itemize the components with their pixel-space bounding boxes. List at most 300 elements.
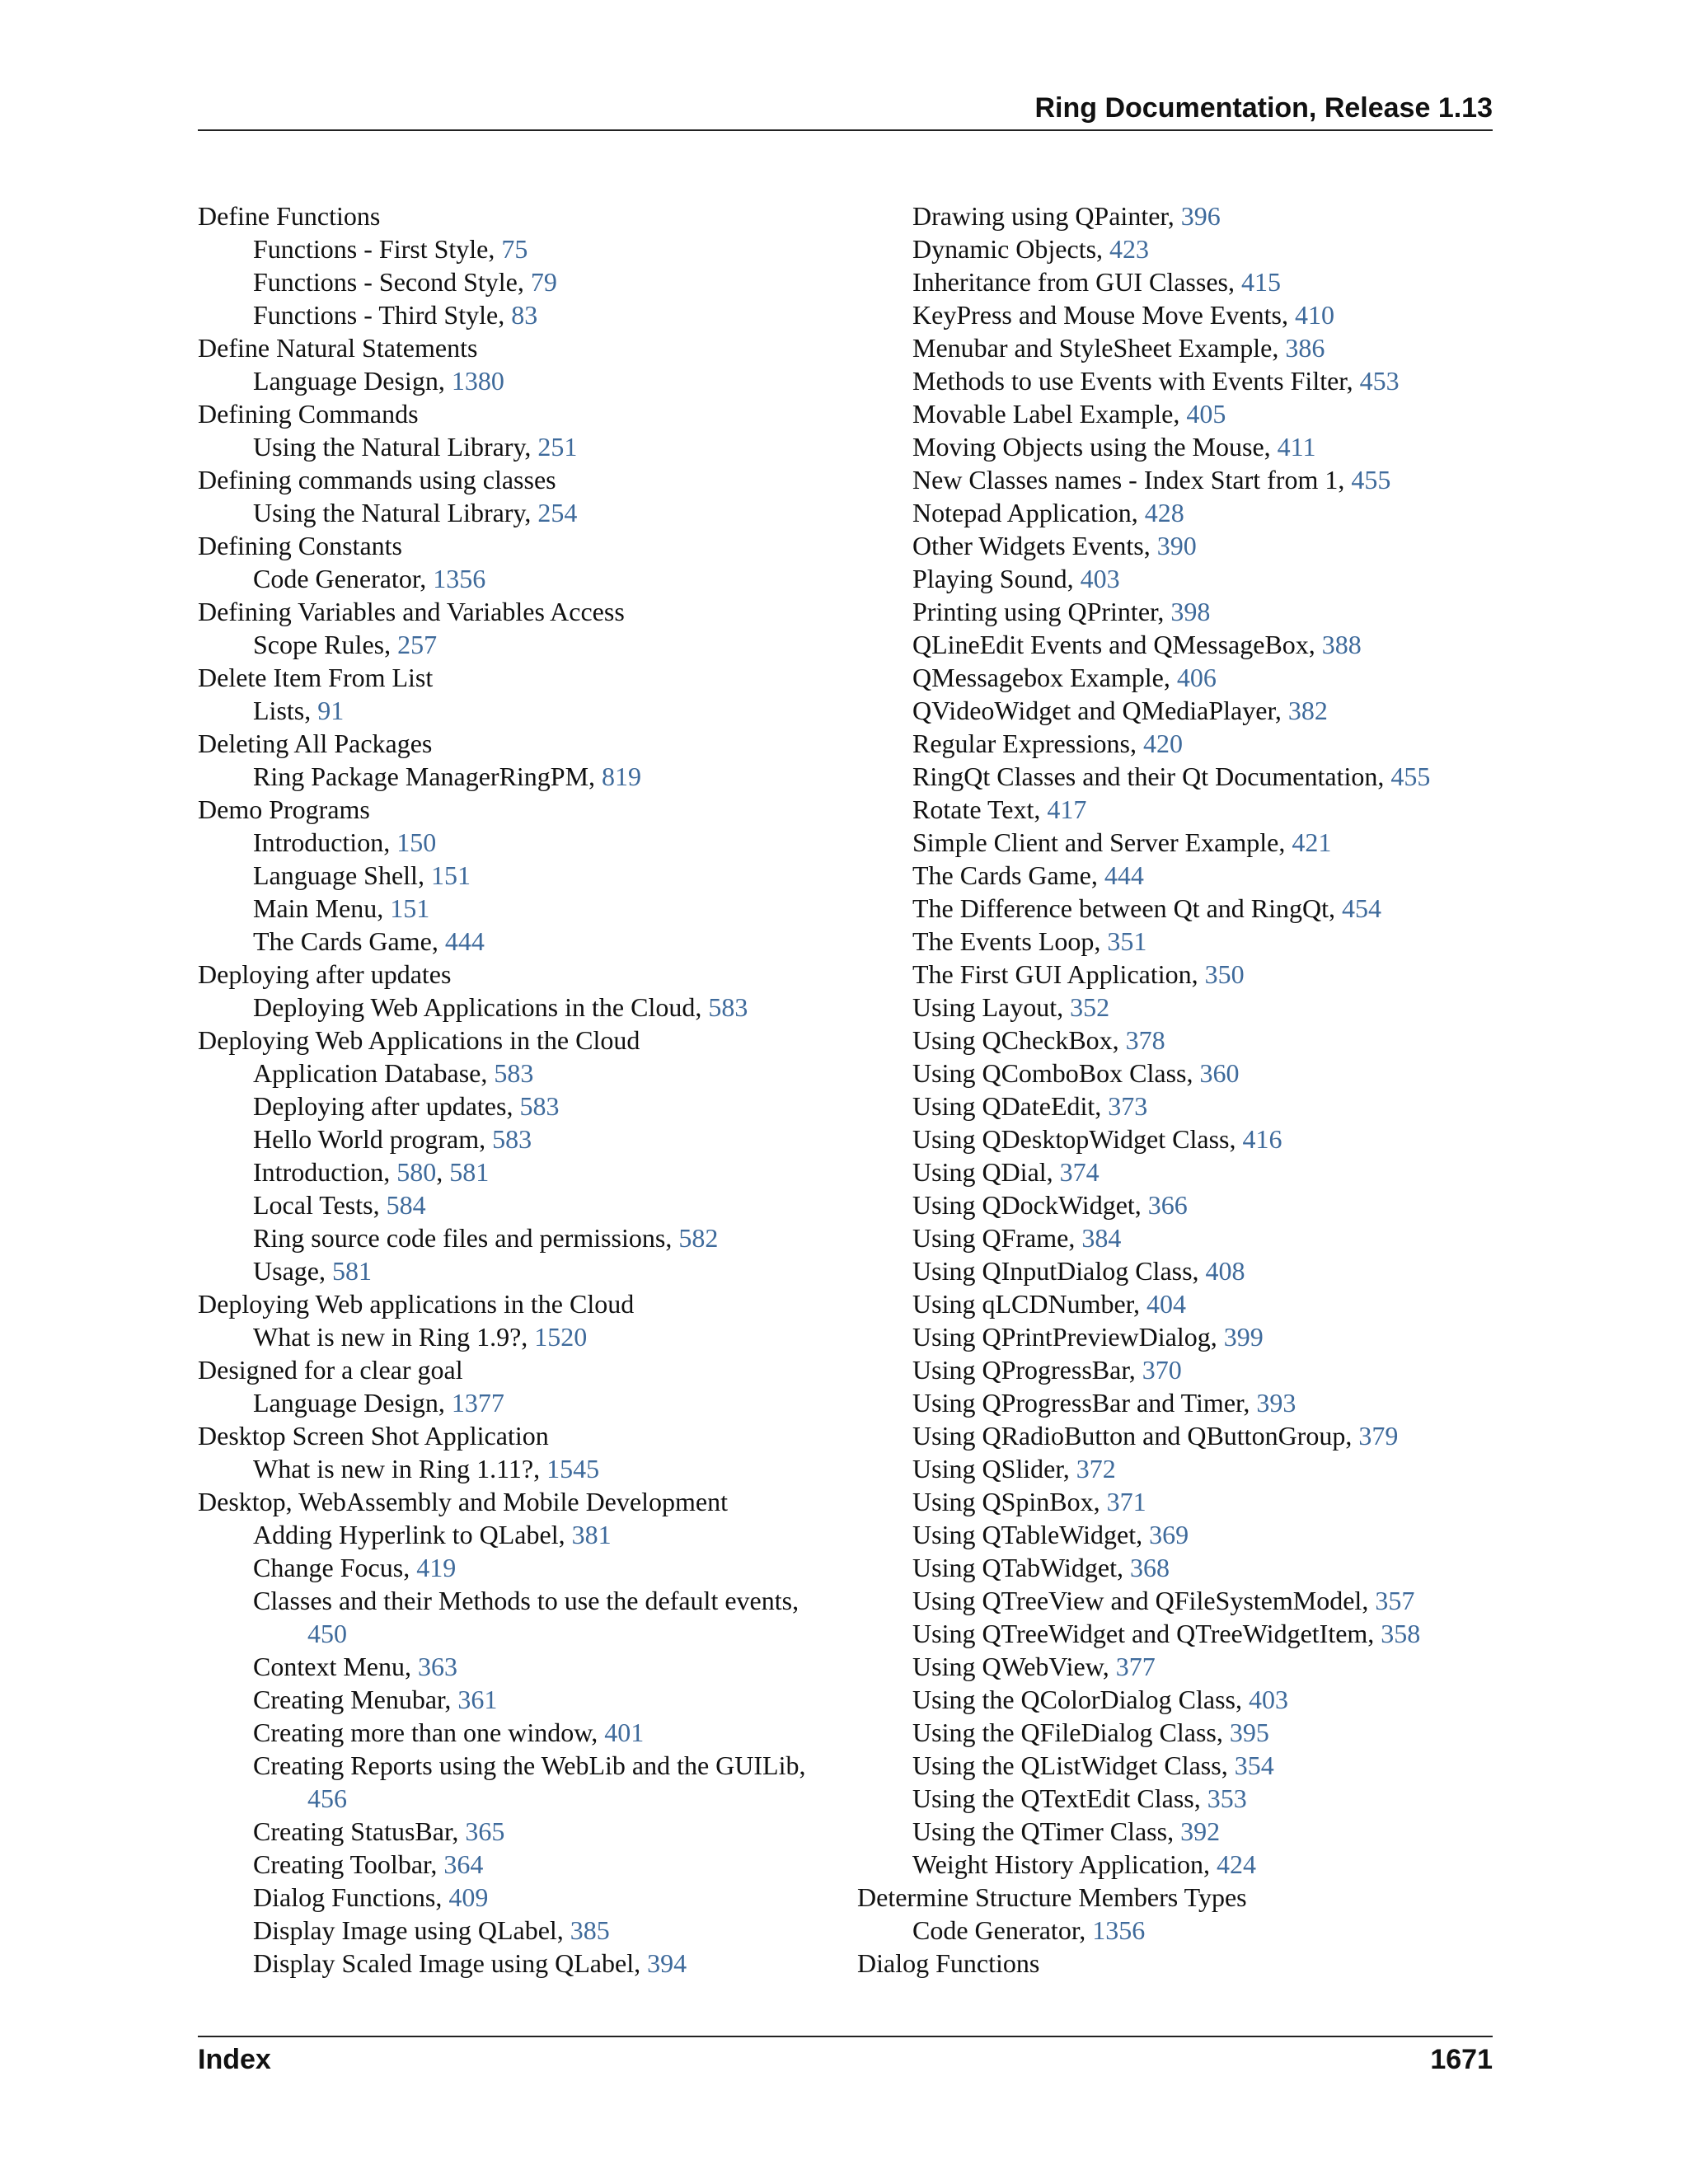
index-entry-text: Functions - Third Style,	[253, 300, 512, 330]
index-subterm	[857, 1287, 1500, 1320]
index-subterm	[198, 298, 841, 331]
index-entry-text: Menubar and StyleSheet Example,	[912, 333, 1286, 363]
index-entry-text: Introduction,	[253, 827, 397, 857]
index-subterm	[198, 694, 841, 727]
index-entry-text: Defining Constants	[198, 531, 402, 560]
index-entry-text: Using QDesktopWidget Class,	[912, 1124, 1243, 1154]
page-link[interactable]: 582	[678, 1223, 719, 1253]
page-link[interactable]: 83	[511, 300, 538, 330]
page-link[interactable]: 415	[1240, 267, 1281, 297]
index-entry-text: The First GUI Application,	[912, 959, 1205, 989]
page-link[interactable]: 365	[465, 1816, 505, 1846]
index-subterm	[857, 1815, 1500, 1848]
index-column-left	[198, 199, 841, 1980]
page-link[interactable]: 374	[1059, 1157, 1100, 1187]
index-term	[198, 595, 841, 628]
index-entry-text: Using QInputDialog Class,	[912, 1256, 1206, 1286]
index-entry-text: Using QTreeWidget and QTreeWidgetItem,	[912, 1619, 1381, 1648]
page-link[interactable]: 444	[1104, 860, 1144, 890]
page-link[interactable]: 390	[1156, 531, 1197, 560]
page-link[interactable]: 1356	[1092, 1915, 1146, 1945]
index-entry-text: Printing using QPrinter,	[912, 597, 1171, 626]
index-entry-text: Deleting All Packages	[198, 729, 433, 758]
index-subterm	[198, 1584, 841, 1650]
index-subterm	[857, 1254, 1500, 1287]
page-link[interactable]: 352	[1070, 992, 1110, 1022]
index-entry-text: Methods to use Events with Events Filter,	[912, 366, 1360, 396]
index-entry-text: Deploying after updates	[198, 959, 452, 989]
index-entry-text: Using the QTimer Class,	[912, 1816, 1181, 1846]
index-entry-text: Context Menu,	[253, 1652, 418, 1681]
page-link[interactable]: 363	[417, 1652, 457, 1681]
index-subterm	[857, 727, 1500, 760]
index-entry-text: Designed for a clear goal	[198, 1355, 463, 1385]
index-term	[198, 529, 841, 562]
page-link[interactable]: 423	[1109, 234, 1150, 264]
index-subterm	[198, 1386, 841, 1419]
index-subterm	[198, 1122, 841, 1155]
index-entry-text: Using the Natural Library,	[253, 498, 538, 527]
index-subterm	[198, 1650, 841, 1683]
index-subterm	[857, 1650, 1500, 1683]
page-link[interactable]: 384	[1081, 1223, 1122, 1253]
index-entry-text: Using QCheckBox,	[912, 1025, 1126, 1055]
page-link[interactable]: 819	[602, 762, 642, 791]
index-entry-text: Define Natural Statements	[198, 333, 478, 363]
index-entry-text: Using QWebView,	[912, 1652, 1116, 1681]
index-entry-text: Using QSlider,	[912, 1454, 1076, 1483]
page-link[interactable]: 408	[1205, 1256, 1245, 1286]
page-link[interactable]: 368	[1129, 1553, 1170, 1582]
index-subterm	[857, 430, 1500, 463]
index-entry-text: KeyPress and Mouse Move Events,	[912, 300, 1295, 330]
index-entry-text: Deploying after updates,	[253, 1091, 520, 1121]
page-link[interactable]: 584	[386, 1190, 426, 1220]
page-link[interactable]: 354	[1234, 1750, 1274, 1780]
index-entry-text: Using QTableWidget,	[912, 1520, 1150, 1549]
page-link[interactable]: 360	[1199, 1058, 1240, 1088]
index-subterm	[198, 991, 841, 1024]
index-subterm	[857, 1617, 1500, 1650]
page-link[interactable]: 580	[396, 1157, 437, 1187]
page-link[interactable]: 1520	[534, 1322, 588, 1352]
page-link[interactable]: 378	[1125, 1025, 1165, 1055]
index-entry-text: Using the QListWidget Class,	[912, 1750, 1235, 1780]
index-subterm	[857, 1683, 1500, 1716]
page-link[interactable]: 455	[1390, 762, 1431, 791]
index-subterm	[198, 562, 841, 595]
page-link[interactable]: 456	[307, 1783, 347, 1813]
index-entry-text: Display Scaled Image using QLabel,	[253, 1948, 648, 1978]
index-entry-text: Drawing using QPainter,	[912, 201, 1181, 231]
index-subterm	[198, 826, 841, 859]
index-subterm	[198, 1749, 841, 1815]
page-link[interactable]: 350	[1204, 959, 1245, 989]
index-subterm	[198, 430, 841, 463]
page-link[interactable]: 421	[1292, 827, 1332, 857]
index-entry-text: Code Generator,	[912, 1915, 1093, 1945]
index-subterm	[198, 1551, 841, 1584]
page-link[interactable]: 420	[1142, 729, 1183, 758]
index-column-right	[857, 199, 1500, 1980]
page-link[interactable]: 403	[1248, 1685, 1288, 1714]
index-term	[198, 793, 841, 826]
index-subterm	[857, 199, 1500, 232]
index-subterm	[198, 892, 841, 925]
page-link[interactable]: 351	[1107, 926, 1147, 956]
index-entry-text: Desktop, WebAssembly and Mobile Development	[198, 1487, 728, 1516]
index-entry-text: Hello World program,	[253, 1124, 493, 1154]
page-link[interactable]: 369	[1149, 1520, 1189, 1549]
index-entry-text: Lists,	[253, 696, 318, 725]
index-entry-text: Define Functions	[198, 201, 381, 231]
page-link[interactable]: 583	[494, 1058, 534, 1088]
page-link[interactable]: 394	[647, 1948, 687, 1978]
index-entry-text: Weight History Application,	[912, 1849, 1217, 1879]
page-link[interactable]: 151	[390, 893, 430, 923]
header-rule	[198, 129, 1493, 131]
index-subterm	[857, 496, 1500, 529]
index-subterm	[857, 1419, 1500, 1452]
page-link[interactable]: 406	[1176, 663, 1217, 692]
index-subterm	[198, 232, 841, 265]
index-term	[198, 1024, 841, 1057]
index-subterm	[857, 1090, 1500, 1122]
index-subterm	[857, 1716, 1500, 1749]
index-subterm	[198, 1881, 841, 1914]
index-entry-text: Deploying Web Applications in the Cloud,	[253, 992, 709, 1022]
page-link[interactable]: 381	[571, 1520, 612, 1549]
index-subterm	[198, 760, 841, 793]
page-link[interactable]: 583	[492, 1124, 532, 1154]
page-link[interactable]: 150	[396, 827, 437, 857]
page-link[interactable]: 372	[1076, 1454, 1116, 1483]
page-link[interactable]: 409	[448, 1882, 489, 1912]
index-entry-text: Functions - First Style,	[253, 234, 502, 264]
index-term	[198, 199, 841, 232]
index-subterm	[198, 1155, 841, 1188]
index-term	[198, 331, 841, 364]
index-entry-text: Introduction,	[253, 1157, 397, 1187]
footer-section-label: Index	[198, 2044, 271, 2075]
index-entry-text: Using QSpinBox,	[912, 1487, 1107, 1516]
page-link[interactable]: 428	[1144, 498, 1184, 527]
index-entry-text: Using QDial,	[912, 1157, 1060, 1187]
index-subterm	[857, 826, 1500, 859]
index-subterm	[198, 925, 841, 958]
index-entry-text: QVideoWidget and QMediaPlayer,	[912, 696, 1288, 725]
page-link[interactable]: 403	[1080, 564, 1120, 593]
index-subterm	[857, 1452, 1500, 1485]
index-subterm	[198, 496, 841, 529]
index-subterm	[857, 1122, 1500, 1155]
index-subterm	[198, 1914, 841, 1947]
index-subterm	[857, 958, 1500, 991]
index-subterm	[198, 628, 841, 661]
index-entry-text: Code Generator,	[253, 564, 434, 593]
page-link[interactable]: 75	[501, 234, 528, 264]
page-link[interactable]: 581	[449, 1157, 490, 1187]
index-term	[198, 727, 841, 760]
index-entry-text: Using the QFileDialog Class,	[912, 1718, 1230, 1747]
index-term	[198, 1419, 841, 1452]
index-subterm	[857, 331, 1500, 364]
index-subterm	[857, 1584, 1500, 1617]
page-link[interactable]: 454	[1342, 893, 1381, 923]
page-link[interactable]: 444	[444, 926, 485, 956]
index-term	[198, 958, 841, 991]
index-subterm	[857, 1749, 1500, 1782]
index-term	[857, 1947, 1500, 1980]
page-link[interactable]: 450	[307, 1619, 347, 1648]
index-subterm	[857, 628, 1500, 661]
index-entry-text: Functions - Second Style,	[253, 267, 531, 297]
index-entry-text: QLineEdit Events and QMessageBox,	[912, 630, 1322, 659]
index-entry-text: Delete Item From List	[198, 663, 434, 692]
index-entry-text: Ring Package ManagerRingPM,	[253, 762, 603, 791]
index-entry-text: Using QRadioButton and QButtonGroup,	[912, 1421, 1359, 1451]
page-link[interactable]: 424	[1216, 1849, 1256, 1879]
page-link[interactable]: 254	[537, 498, 578, 527]
page-link[interactable]: 1545	[546, 1454, 600, 1483]
page-link[interactable]: 386	[1285, 333, 1325, 363]
index-subterm	[857, 298, 1500, 331]
index-entry-text: Playing Sound,	[912, 564, 1081, 593]
index-subterm	[198, 1254, 841, 1287]
index-entry-text: Deploying Web applications in the Cloud	[198, 1289, 635, 1319]
index-subterm	[857, 1518, 1500, 1551]
index-subterm	[857, 694, 1500, 727]
index-entry-text: Local Tests,	[253, 1190, 387, 1220]
index-subterm	[198, 1848, 841, 1881]
page-link[interactable]: 358	[1381, 1619, 1421, 1648]
index-entry-text: Scope Rules,	[253, 630, 398, 659]
page-link[interactable]: 405	[1186, 399, 1226, 429]
page-link[interactable]: 404	[1146, 1289, 1187, 1319]
index-term	[198, 661, 841, 694]
page-separator: ,	[436, 1157, 450, 1187]
index-subterm	[198, 1221, 841, 1254]
index-subterm	[857, 925, 1500, 958]
index-term	[198, 1485, 841, 1518]
index-entry-text: Inheritance from GUI Classes,	[912, 267, 1241, 297]
index-entry-text: Dialog Functions	[857, 1948, 1040, 1978]
index-entry-text: RingQt Classes and their Qt Documentation,	[912, 762, 1391, 791]
page-link[interactable]: 366	[1147, 1190, 1188, 1220]
page-link[interactable]: 385	[570, 1915, 610, 1945]
index-entry-text: The Cards Game,	[912, 860, 1104, 890]
index-entry-text: Rotate Text,	[912, 794, 1048, 824]
index-entry-text: Usage,	[253, 1256, 332, 1286]
index-entry-text: Language Shell,	[253, 860, 431, 890]
index-subterm	[857, 661, 1500, 694]
index-subterm	[857, 1551, 1500, 1584]
page-link[interactable]: 371	[1106, 1487, 1146, 1516]
index-subterm	[857, 529, 1500, 562]
page-link[interactable]: 257	[397, 630, 438, 659]
index-entry-text: Notepad Application,	[912, 498, 1145, 527]
index-subterm	[198, 1188, 841, 1221]
page-link[interactable]: 395	[1229, 1718, 1269, 1747]
page-link[interactable]: 455	[1351, 465, 1391, 494]
index-subterm	[857, 397, 1500, 430]
index-entry-text: Main Menu,	[253, 893, 391, 923]
page-link[interactable]: 581	[331, 1256, 372, 1286]
index-entry-text: Other Widgets Events,	[912, 531, 1157, 560]
index-entry-text: Moving Objects using the Mouse,	[912, 432, 1278, 462]
index-subterm	[857, 1485, 1500, 1518]
index-entry-text: Using QFrame,	[912, 1223, 1082, 1253]
index-entry-text: The Difference between Qt and RingQt,	[912, 893, 1342, 923]
index-entry-text: Using QPrintPreviewDialog,	[912, 1322, 1224, 1352]
page-link[interactable]: 393	[1256, 1388, 1296, 1418]
page-link[interactable]: 379	[1358, 1421, 1399, 1451]
page-link[interactable]: 361	[457, 1685, 498, 1714]
index-entry-text: Dialog Functions,	[253, 1882, 449, 1912]
page-link[interactable]: 583	[519, 1091, 560, 1121]
index-entry-text: Defining Variables and Variables Access	[198, 597, 625, 626]
index-entry-text: Classes and their Methods to use the default events,	[253, 1586, 799, 1615]
index-entry-text: Change Focus,	[253, 1553, 417, 1582]
index-entry-text: Creating Menubar,	[253, 1685, 458, 1714]
index-entry-text: Display Image using QLabel,	[253, 1915, 570, 1945]
page-link[interactable]: 364	[443, 1849, 484, 1879]
page-link[interactable]: 396	[1180, 201, 1221, 231]
index-entry-text: Determine Structure Members Types	[857, 1882, 1247, 1912]
index-subterm	[857, 1155, 1500, 1188]
index-entry-text: Creating Reports using the WebLib and the GUILib,	[253, 1750, 806, 1780]
index-subterm	[198, 1683, 841, 1716]
index-entry-text: Using QProgressBar and Timer,	[912, 1388, 1257, 1418]
page-link[interactable]: 398	[1170, 597, 1211, 626]
index-subterm	[857, 1057, 1500, 1090]
index-entry-text: Using QTreeView and QFileSystemModel,	[912, 1586, 1376, 1615]
index-subterm	[198, 1090, 841, 1122]
index-entry-text: Using QDockWidget,	[912, 1190, 1148, 1220]
index-term	[198, 397, 841, 430]
page-link[interactable]: 410	[1294, 300, 1334, 330]
index-entry-text: QMessagebox Example,	[912, 663, 1177, 692]
index-subterm	[198, 859, 841, 892]
index-entry-text: Language Design,	[253, 1388, 452, 1418]
page-link[interactable]: 353	[1207, 1783, 1247, 1813]
index-subterm	[857, 595, 1500, 628]
index-subterm	[857, 265, 1500, 298]
index-subterm	[857, 793, 1500, 826]
page-link[interactable]: 91	[317, 696, 345, 725]
index-subterm	[857, 859, 1500, 892]
page-link[interactable]: 151	[430, 860, 471, 890]
page-link[interactable]: 370	[1142, 1355, 1182, 1385]
page-link[interactable]: 399	[1223, 1322, 1264, 1352]
page-link[interactable]: 357	[1375, 1586, 1415, 1615]
index-entry-text: Demo Programs	[198, 794, 370, 824]
index-entry-text: Defining commands using classes	[198, 465, 556, 494]
page-link[interactable]: 382	[1287, 696, 1328, 725]
index-subterm	[857, 760, 1500, 793]
index-entry-text: Desktop Screen Shot Application	[198, 1421, 549, 1451]
index-subterm	[857, 1914, 1500, 1947]
page-link[interactable]: 401	[604, 1718, 645, 1747]
page-link[interactable]: 419	[416, 1553, 457, 1582]
page-link[interactable]: 1356	[433, 564, 486, 593]
index-entry-text: The Cards Game,	[253, 926, 445, 956]
index-subterm	[198, 1320, 841, 1353]
index-entry-text: Using QTabWidget,	[912, 1553, 1130, 1582]
index-subterm	[857, 1024, 1500, 1057]
page-link[interactable]: 583	[708, 992, 748, 1022]
index-entry-text: Using the QColorDialog Class,	[912, 1685, 1249, 1714]
index-subterm	[857, 463, 1500, 496]
page-link[interactable]: 411	[1277, 432, 1316, 462]
index-term	[198, 1353, 841, 1386]
index-subterm	[198, 265, 841, 298]
index-entry-text: Creating StatusBar,	[253, 1816, 466, 1846]
index-subterm	[857, 1386, 1500, 1419]
page-link[interactable]: 1377	[451, 1388, 504, 1418]
index-subterm	[857, 892, 1500, 925]
page-link[interactable]: 416	[1242, 1124, 1282, 1154]
index-entry-text: Adding Hyperlink to QLabel,	[253, 1520, 572, 1549]
index-subterm	[198, 1057, 841, 1090]
index-entry-text: Using qLCDNumber,	[912, 1289, 1147, 1319]
page-link[interactable]: 392	[1180, 1816, 1221, 1846]
index-entry-text: Simple Client and Server Example,	[912, 827, 1292, 857]
page-link[interactable]: 251	[537, 432, 578, 462]
index-subterm	[857, 364, 1500, 397]
index-subterm	[857, 1188, 1500, 1221]
page-link[interactable]: 417	[1047, 794, 1087, 824]
page-link[interactable]: 388	[1321, 630, 1362, 659]
footer-rule	[198, 2036, 1493, 2037]
index-subterm	[857, 991, 1500, 1024]
index-entry-text: Ring source code files and permissions,	[253, 1223, 679, 1253]
index-entry-text: Defining Commands	[198, 399, 419, 429]
page-link[interactable]: 1380	[451, 366, 504, 396]
page-link[interactable]: 377	[1115, 1652, 1156, 1681]
index-subterm	[198, 1518, 841, 1551]
index-subterm	[198, 364, 841, 397]
index-subterm	[198, 1452, 841, 1485]
page-link[interactable]: 373	[1108, 1091, 1148, 1121]
index-entry-text: Application Database,	[253, 1058, 495, 1088]
index-entry-text: Movable Label Example,	[912, 399, 1187, 429]
index-entry-text: Creating Toolbar,	[253, 1849, 444, 1879]
index-entry-text: The Events Loop,	[912, 926, 1108, 956]
index-term	[857, 1881, 1500, 1914]
running-header-title: Ring Documentation, Release 1.13	[1034, 92, 1493, 124]
page-link[interactable]: 453	[1359, 366, 1400, 396]
index-entry-text: Using QComboBox Class,	[912, 1058, 1200, 1088]
index-entry-text: Creating more than one window,	[253, 1718, 605, 1747]
index-entry-text: Regular Expressions,	[912, 729, 1143, 758]
index-entry-text: What is new in Ring 1.9?,	[253, 1322, 535, 1352]
index-subterm	[198, 1947, 841, 1980]
index-subterm	[857, 562, 1500, 595]
index-entry-text: What is new in Ring 1.11?,	[253, 1454, 547, 1483]
index-entry-text: Using the Natural Library,	[253, 432, 538, 462]
index-term	[198, 1287, 841, 1320]
page-link[interactable]: 79	[530, 267, 557, 297]
footer-page-number: 1671	[1430, 2044, 1493, 2075]
index-subterm	[857, 232, 1500, 265]
index-entry-text: Using the QTextEdit Class,	[912, 1783, 1207, 1813]
index-subterm	[857, 1320, 1500, 1353]
index-entry-text: Using QProgressBar,	[912, 1355, 1142, 1385]
index-entry-text: New Classes names - Index Start from 1,	[912, 465, 1352, 494]
index-term	[198, 463, 841, 496]
index-entry-text: Using QDateEdit,	[912, 1091, 1109, 1121]
